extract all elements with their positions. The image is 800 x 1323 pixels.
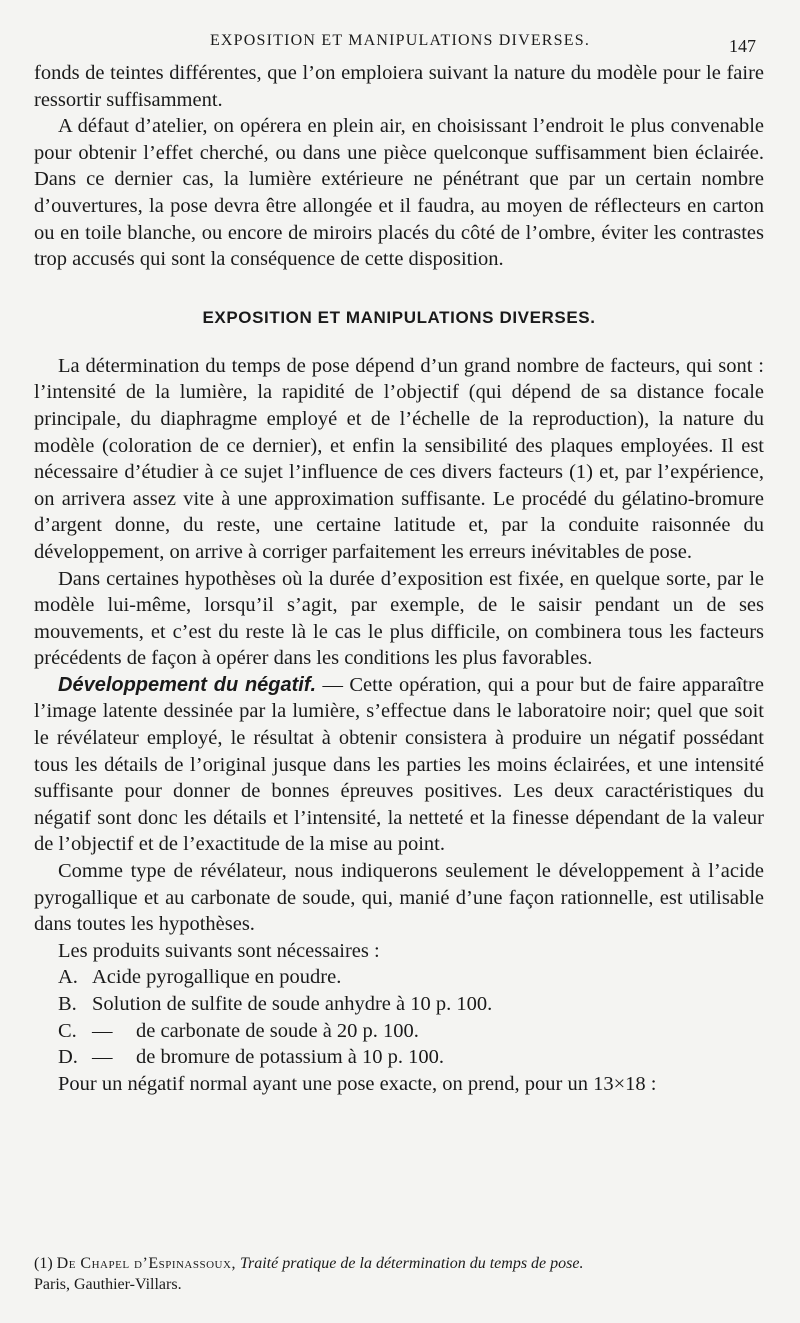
running-head <box>0 30 800 54</box>
list-item-text: de bromure de potassium à 10 p. 100. <box>136 1046 445 1069</box>
paragraph-development-text: — Cette opération, qui a pour but de faire apparaître l’image latente dessinée par la lumière, s’effectue dans le laboratoire noir; quel que soit le révélateur employé, le résultat à obtenir consistera à produire un négatif possédant tous les détails de l’original jusque dans les parties les moins éclairées, et une intensité suffisante pour donner de bonnes épreuves positives. Les deux caractéristiques du négatif sont donc les détails et l’intensité, la netteté et la finesse dépendant de la valeur de l’objectif et de l’exactitude de la mise au point. <box>34 673 764 856</box>
list-item-text: Acide pyrogallique en poudre. <box>92 966 342 989</box>
list-item-letter: C. <box>58 1019 77 1042</box>
paragraph-pose-time: La détermination du temps de pose dépend d’un grand nombre de facteurs, qui sont : l’intensité de la lumière, la rapidité de l’objectif (qui dépend de sa distance focale principale, du diaphragme employé et de l’échelle de la reproduction), la nature du modèle (coloration de ce dernier), et enfin la sensibilité des plaques employées. Il est nécessaire d’étudier à ce sujet l’influence de ces divers facteurs (1) et, par l’expérience, on arrivera assez vite à une approximation suffisante. Le procédé du gélatino-bromure d’argent donne, du reste, une certaine latitude et, par la conduite raisonnée du développement, on arrive à corriger parfaitement les erreurs inévitables de pose. <box>34 354 764 563</box>
list-item-text: de carbonate de soude à 20 p. 100. <box>136 1019 419 1042</box>
running-title: EXPOSITION ET MANIPULATIONS DIVERSES. <box>209 32 591 49</box>
list-item <box>34 964 764 991</box>
footnote-marker: (1) <box>34 1255 53 1272</box>
paragraph-normal-negative: Pour un négatif normal ayant une pose exacte, on prend, pour un 13×18 : <box>58 1072 657 1095</box>
products-list <box>34 964 764 1070</box>
list-item-letter: B. <box>58 993 77 1015</box>
section-heading: EXPOSITION ET MANIPULATIONS DIVERSES. <box>202 307 596 327</box>
list-item-dash: — <box>92 1046 113 1069</box>
footnote-publisher: Paris, Gauthier-Villars. <box>34 1276 182 1293</box>
list-item-text: Solution de sulfite de soude anhydre à 10 p. 100. <box>92 993 493 1015</box>
list-item <box>34 991 764 1018</box>
paragraph-products-intro: Les produits suivants sont nécessaires : <box>58 939 380 962</box>
paragraph-hypotheses: Dans certaines hypothèses où la durée d’exposition est fixée, en quelque sorte, par le modèle lui-même, lorsqu’il s’agit, par exemple, de le saisir pendant un de ses mouvements, et c’est du reste là le cas le plus difficile, on combinera tous les facteurs précédents de façon à opérer dans les conditions les plus favorables. <box>34 567 764 670</box>
list-item-letter: D. <box>58 1046 78 1069</box>
paragraph-development <box>34 672 764 858</box>
paragraph-atelier: A défaut d’atelier, on opérera en plein air, en choisissant l’endroit le plus convenable pour obtenir l’effet cherché, ou dans une pièce quelconque suffisamment bien éclairée. Dans ce dernier cas, la lumière extérieure ne pénétrant que par un certain nombre d’ouvertures, la pose devra être allongée et il faudra, au moyen de réflecteurs en carton ou en toile blanche, ou encore de miroirs placés du côté de l’ombre, éviter les contrastes trop accusés qui sont la conséquence de cette disposition. <box>34 115 764 271</box>
run-in-heading: Développement du négatif. <box>58 673 317 696</box>
page-body <box>34 60 764 1097</box>
footnote-title: Traité pratique de la détermination du temps de pose. <box>239 1255 584 1272</box>
list-item <box>34 1044 764 1071</box>
list-item-dash: — <box>92 1019 113 1042</box>
footnote-author: De Chapel d’Espinassoux, <box>56 1255 236 1272</box>
footnote <box>34 1253 774 1295</box>
paragraph-developer-type: Comme type de révélateur, nous indiquerons seulement le développement à l’acide pyrogallique et au carbonate de soude, qui, manié d’une façon rationnelle, est utilisable dans toutes les hypothèses. <box>34 860 764 936</box>
paragraph-continued: fonds de teintes différentes, que l’on emploiera suivant la nature du modèle pour le faire ressortir suffisamment. <box>34 62 764 111</box>
page-number: 147 <box>729 36 756 56</box>
list-item <box>34 1018 764 1045</box>
list-item-letter: A. <box>58 966 78 989</box>
